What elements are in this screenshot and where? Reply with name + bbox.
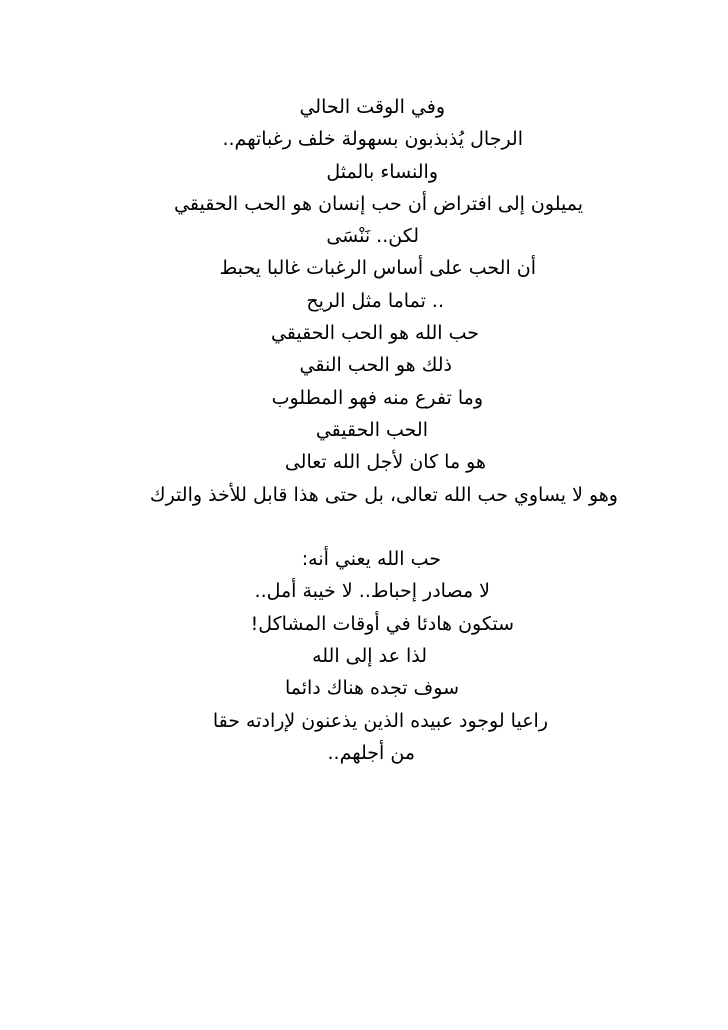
poem-line: حب الله يعني أنه:	[301, 548, 441, 571]
stanza-gap	[0, 511, 728, 543]
poem-line: حب الله هو الحب الحقيقي	[270, 322, 479, 345]
poem-line: يميلون إلى افتراض أن حب إنسان هو الحب الحقيقي	[174, 192, 583, 215]
poem-line: ستكون هادئا في أوقات المشاكل!	[250, 612, 514, 635]
poem-line: لا مصادر إحباط.. لا خيبة أمل..	[254, 580, 490, 603]
poem-line: وما تفرع منه فهو المطلوب	[271, 386, 483, 409]
poem-line: من أجلهم..	[327, 741, 415, 764]
poem-line: الحب الحقيقي	[315, 418, 428, 441]
poem-line: لكن.. نَنْسَى	[326, 225, 419, 248]
poem-line: راعيا لوجود عبيده الذين يذعنون لإرادته حقا	[212, 709, 548, 732]
poem-line: الرجال يُذبذبون بسهولة خلف رغباتهم..	[222, 128, 523, 151]
poem-line: وفي الوقت الحالي	[299, 96, 445, 118]
poem-line: سوف تجده هناك دائما	[284, 677, 459, 700]
poem-line: والنساء بالمثل	[326, 160, 438, 183]
poem-text	[0, 91, 728, 769]
poem-line: هو ما كان لأجل الله تعالى	[284, 451, 486, 474]
poem-line: .. تماما مثل الريح	[306, 289, 444, 312]
poem-line: لذا عد إلى الله	[312, 645, 427, 668]
poem-line: ذلك هو الحب النقي	[299, 354, 452, 377]
poem-line: أن الحب على أساس الرغبات غالبا يحبط	[219, 257, 536, 280]
poem-line: وهو لا يساوي حب الله تعالى، بل حتى هذا قابل للأخذ والترك	[149, 483, 618, 506]
